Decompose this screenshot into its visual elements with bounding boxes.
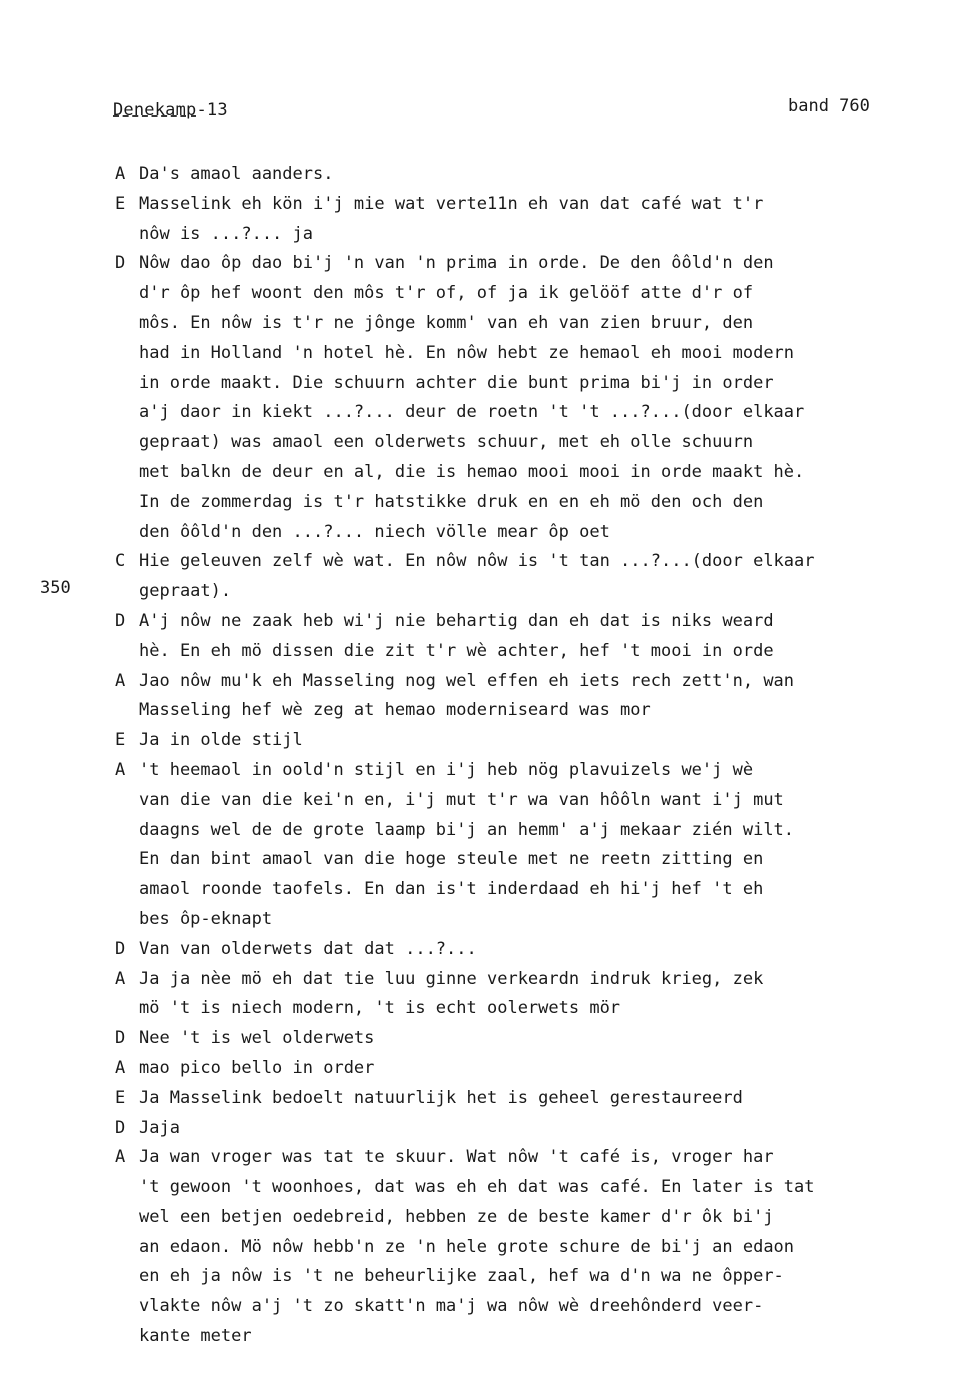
turn-text: Jaja	[139, 1117, 180, 1138]
turn-text: Ja wan vroger was tat te skuur. Wat nôw 't café is, vroger har 't gewoon 't woonhoes, dat was eh eh dat was café. En later is tat wel een betjen oedebreid, hebben ze de beste kamer d'r ôk bi'j an edaon. Mö nôw hebb'n ze 'n hele grote schure de bi'j an edaon en eh ja nôw is 't ne beheurlijke zaal, hef wa d'n wa ne ôpper- vlakte nôw a'j 't zo skatt'n ma'j wa nôw wè dreehônderd veer- kante meter	[139, 1147, 815, 1347]
turn-text: Jao nôw mu'k eh Masseling nog wel effen eh iets rech zett'n, wan Masseling hef wè zeg at hemao moderniseard was mor	[139, 670, 795, 721]
turn-text: Ja Masselink bedoelt natuurlijk het is geheel gerestaureerd	[139, 1087, 743, 1108]
speaker-label: D	[115, 938, 126, 959]
speaker-label: E	[115, 193, 126, 214]
speaker-label: A	[115, 1147, 126, 1168]
dialogue-turn	[115, 1084, 965, 1114]
speaker-label: A	[115, 759, 126, 780]
speaker-label: E	[115, 730, 126, 751]
speaker-label: D	[115, 610, 126, 631]
band-label: band 760	[788, 96, 870, 116]
document-title	[113, 100, 228, 120]
margin-line-number: 350	[40, 578, 71, 598]
turn-text: Van van olderwets dat dat ...?...	[139, 938, 477, 959]
dialogue	[115, 160, 965, 1352]
turn-text: Nee 't is wel olderwets	[139, 1028, 375, 1049]
speaker-label: E	[115, 1087, 126, 1108]
speaker-label: D	[115, 1117, 126, 1138]
turn-text: Hie geleuven zelf wè wat. En nôw nôw is 't tan ...?...(door elkaar gepraat).	[139, 551, 815, 602]
turn-text: Ja in olde stijl	[139, 730, 303, 751]
speaker-label: D	[115, 253, 126, 274]
dialogue-turn	[115, 1114, 965, 1144]
turn-text: Masselink eh kön i'j mie wat verte11n eh van dat café wat t'r nôw is ...?... ja	[139, 193, 764, 244]
dialogue-turn	[115, 667, 965, 727]
dialogue-turn	[115, 547, 965, 607]
turn-text: Ja ja nèe mö eh dat tie luu ginne verkeardn indruk krieg, zek mö 't is niech modern, 't is echt oolerwets mör	[139, 968, 764, 1019]
speaker-label: A	[115, 1057, 126, 1078]
turn-text: Nôw dao ôp dao bi'j 'n van 'n prima in orde. De den ôôld'n den d'r ôp hef woont den môs t'r of, of ja ik gelööf atte d'r of môs. En nôw is t'r ne jônge komm' van eh van zien bruur, den had in Holland 'n hotel hè. En nôw hebt ze hemaol eh mooi modern in orde maakt. Die schuurn achter die bunt prima bi'j in order a'j daor in kiekt ...?... deur de roetn 't 't ...?...(door elkaar gepraat) was amaol een olderwets schuur, met eh olle schuurn met balkn de deur en al, die is hemao mooi mooi in orde maakt hè. In de zommerdag is t'r hatstikke druk en en eh mö den och den den ôôld'n den ...?... niech völle mear ôp oet	[139, 253, 805, 542]
turn-text: A'j nôw ne zaak heb wi'j nie behartig dan eh dat is niks weard hè. En eh mö dissen die zit t'r wè achter, hef 't mooi in orde	[139, 610, 774, 661]
turn-text: Da's amaol aanders.	[139, 164, 334, 184]
dialogue-turn	[115, 756, 965, 935]
turn-text: 't heemaol in oold'n stijl en i'j heb nög plavuizels we'j wè van die van die kei'n en, i'j mut t'r wa van hôôln want i'j mut daagns wel de de grote laamp bi'j an hemm' a'j mekaar zién wilt. En dan bint amaol van die hoge steule met ne reetn zitting en amaol roonde taofels. En dan is't inderdaad eh hi'j hef 't eh bes ôp-eknapt	[139, 759, 795, 929]
dialogue-turn	[115, 1143, 965, 1352]
speaker-label: A	[115, 670, 126, 691]
dialogue-turn	[115, 935, 965, 965]
dialogue-turn	[115, 726, 965, 756]
speaker-label: A	[115, 164, 126, 184]
speaker-label: C	[115, 551, 126, 572]
title-suffix: -13	[196, 100, 228, 120]
dialogue-turn	[115, 607, 965, 667]
dialogue-turn	[115, 190, 965, 250]
title-prefix: Denekamp	[113, 100, 197, 120]
dialogue-turn	[115, 249, 965, 547]
dialogue-turn	[115, 160, 965, 190]
dialogue-turn	[115, 1054, 965, 1084]
turn-text: mao pico bello in order	[139, 1057, 375, 1078]
dialogue-turn	[115, 965, 965, 1025]
speaker-label: A	[115, 968, 126, 989]
dialogue-turn	[115, 1024, 965, 1054]
speaker-label: D	[115, 1028, 126, 1049]
